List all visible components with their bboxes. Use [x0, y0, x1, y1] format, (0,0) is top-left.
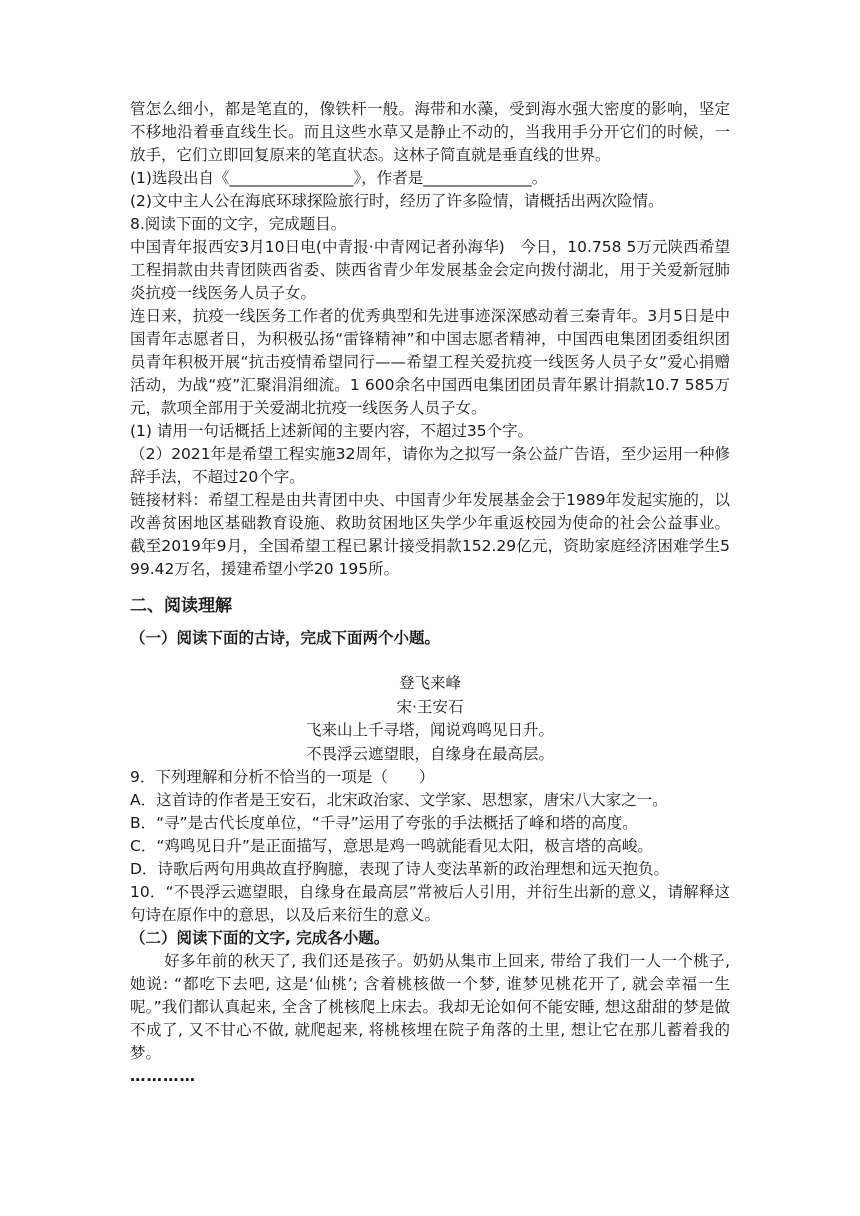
link-material: 链接材料：希望工程是由共青团中央、中国青少年发展基金会于1989年发起实施的，以改善贫困地区基础教育设施、救助贫困地区失学少年重返校园为使命的社会公益事业。截至2019年9月，全国希望工程已累计接受捐款152.29亿元，资助家庭经济困难学生599.42万名，援建希望小学20 195所。	[130, 491, 730, 578]
question-9-option-d: D．诗歌后两句用典故直抒胸臆，表现了诗人变法革新的政治理想和远天抱负。	[130, 860, 669, 878]
question-8-title: 8.阅读下面的文字，完成题目。	[130, 215, 347, 233]
poem-line-2: 不畏浮云遮望眼，自缘身在最高层。	[305, 744, 554, 763]
question-7-2: (2)文中主人公在海底环球探险旅行时，经历了许多险情，请概括出两次险情。	[130, 192, 664, 210]
document-page	[130, 98, 730, 1088]
part1-heading: （一）阅读下面的古诗，完成下面两个小题。	[130, 629, 441, 647]
question-9-stem: 9．下列理解和分析不恰当的一项是（ ）	[130, 768, 435, 786]
question-8-1: (1) 请用一句话概括上述新闻的主要内容，不超过35个字。	[130, 422, 534, 440]
question-9-option-b: B．“寻”是古代长度单位，“千寻”运用了夸张的手法概括了峰和塔的高度。	[130, 814, 638, 832]
passage-text: 管怎么细小，都是笔直的，像铁杆一般。海带和水藻，受到海水强大密度的影响，坚定不移地沿着垂直线生长。而且这些水草又是静止不动的，当我用手分开它们的时候，一放手，它们立即回复原来的笔直状态。这林子简直就是垂直线的世界。	[130, 100, 730, 164]
question-9-option-c: C．“鸡鸣见日升”是正面描写，意思是鸡一鸣就能看见太阳，极言塔的高峻。	[130, 837, 653, 855]
ellipsis: …………	[130, 1067, 196, 1085]
news-paragraph-2: 连日来，抗疫一线医务工作者的优秀典型和先进事迹深深感动着三秦青年。3月5日是中国青年志愿者日，为积极弘扬“雷锋精神”和中国志愿者精神，中国西电集团团委组织团员青年积极开展“抗击疫情希望同行——希望工程关爱抗疫一线医务人员子女”爱心捐赠活动，为战“疫”汇聚涓涓细流。1 600余名中国西电集团团员青年累计捐款10.7 585万元，款项全部用于关爱湖北抗疫一线医务人员子女。	[130, 307, 730, 417]
question-8-2: （2）2021年是希望工程实施32周年，请你为之拟写一条公益广告语，至少运用一种修辞手法，不超过20个字。	[130, 445, 730, 486]
part2-heading: （二）阅读下面的文字, 完成各小题。	[130, 929, 390, 947]
section-heading: 二、阅读理解	[130, 596, 232, 616]
question-7-1: (1)选段出自《________________》，作者是______________。	[130, 169, 548, 187]
poem-title: 登飞来峰	[398, 674, 461, 692]
poem	[130, 672, 730, 766]
question-10: 10．“不畏浮云遮望眼，自缘身在最高层”常被后人引用，并衍生出新的意义，请解释这句诗在原作中的意思，以及后来衍生的意义。	[130, 883, 730, 924]
question-9-option-a: A．这首诗的作者是王安石，北宋政治家、文学家、思想家，唐宋八大家之一。	[130, 791, 668, 809]
story-paragraph: 好多年前的秋天了, 我们还是孩子。奶奶从集市上回来, 带给了我们一人一个桃子, 她说: “都吃下去吧, 这是‘仙桃’; 含着桃核做一个梦, 谁梦见桃花开了, 就会幸福一生呢。”我们都认真起来, 全含了桃核爬上床去。我却无论如何不能安睡, 想这甜甜的梦是做不成了, 又不甘心不做, 就爬起来, 将桃核埋在院子角落的土里, 想让它在那儿蓄着我的梦。	[130, 952, 730, 1062]
poem-line-1: 飞来山上千寻塔，闻说鸡鸣见日升。	[305, 721, 554, 739]
news-paragraph-1: 中国青年报西安3月10日电(中青报·中青网记者孙海华) 今日，10.758 5万元陕西希望工程捐款由共青团陕西省委、陕西省青少年发展基金会定向拨付湖北，用于关爱新冠肺炎抗疫一线医务人员子女。	[130, 238, 730, 302]
poem-author: 宋·王安石	[396, 697, 464, 716]
